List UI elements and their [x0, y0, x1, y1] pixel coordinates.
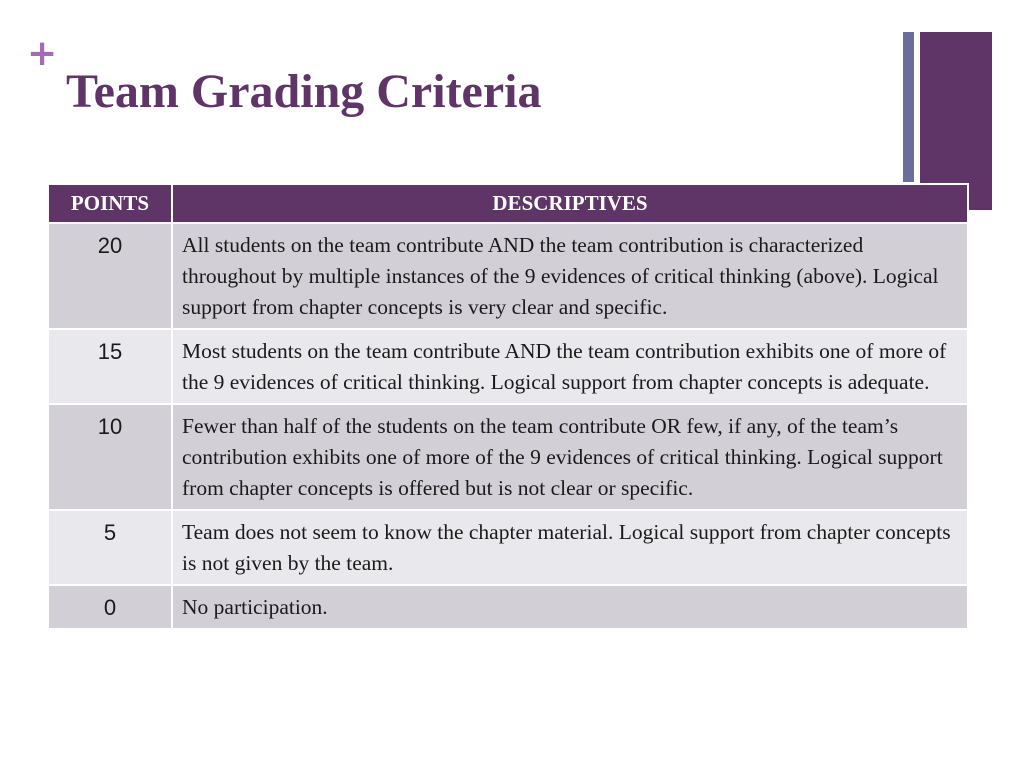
- header-descriptives: DESCRIPTIVES: [172, 184, 968, 223]
- points-cell: 15: [48, 329, 172, 404]
- decorative-bar-slate: [903, 32, 914, 182]
- table-row: [48, 510, 968, 585]
- points-cell: 0: [48, 585, 172, 629]
- table-row: [48, 223, 968, 329]
- points-cell: 10: [48, 404, 172, 510]
- grading-criteria-table: [47, 183, 969, 630]
- points-cell: 5: [48, 510, 172, 585]
- table-row: [48, 404, 968, 510]
- description-cell: Most students on the team contribute AND the team contribution exhibits one of more of the 9 evidences of critical thinking. Logical support from chapter concepts is adequate.: [172, 329, 968, 404]
- header-points: POINTS: [48, 184, 172, 223]
- description-cell: Fewer than half of the students on the team contribute OR few, if any, of the team’s contribution exhibits one of more of the 9 evidences of critical thinking. Logical support from chapter concepts is offered but is not clear or specific.: [172, 404, 968, 510]
- description-cell: All students on the team contribute AND the team contribution is characterized throughout by multiple instances of the 9 evidences of critical thinking (above). Logical support from chapter concepts is very clear and specific.: [172, 223, 968, 329]
- table-row: [48, 585, 968, 629]
- plus-icon: +: [27, 33, 58, 74]
- points-cell: 20: [48, 223, 172, 329]
- description-cell: Team does not seem to know the chapter material. Logical support from chapter concepts is not given by the team.: [172, 510, 968, 585]
- description-cell: No participation.: [172, 585, 968, 629]
- table-row: [48, 329, 968, 404]
- slide-title: Team Grading Criteria: [66, 65, 542, 118]
- table-header-row: [48, 184, 968, 223]
